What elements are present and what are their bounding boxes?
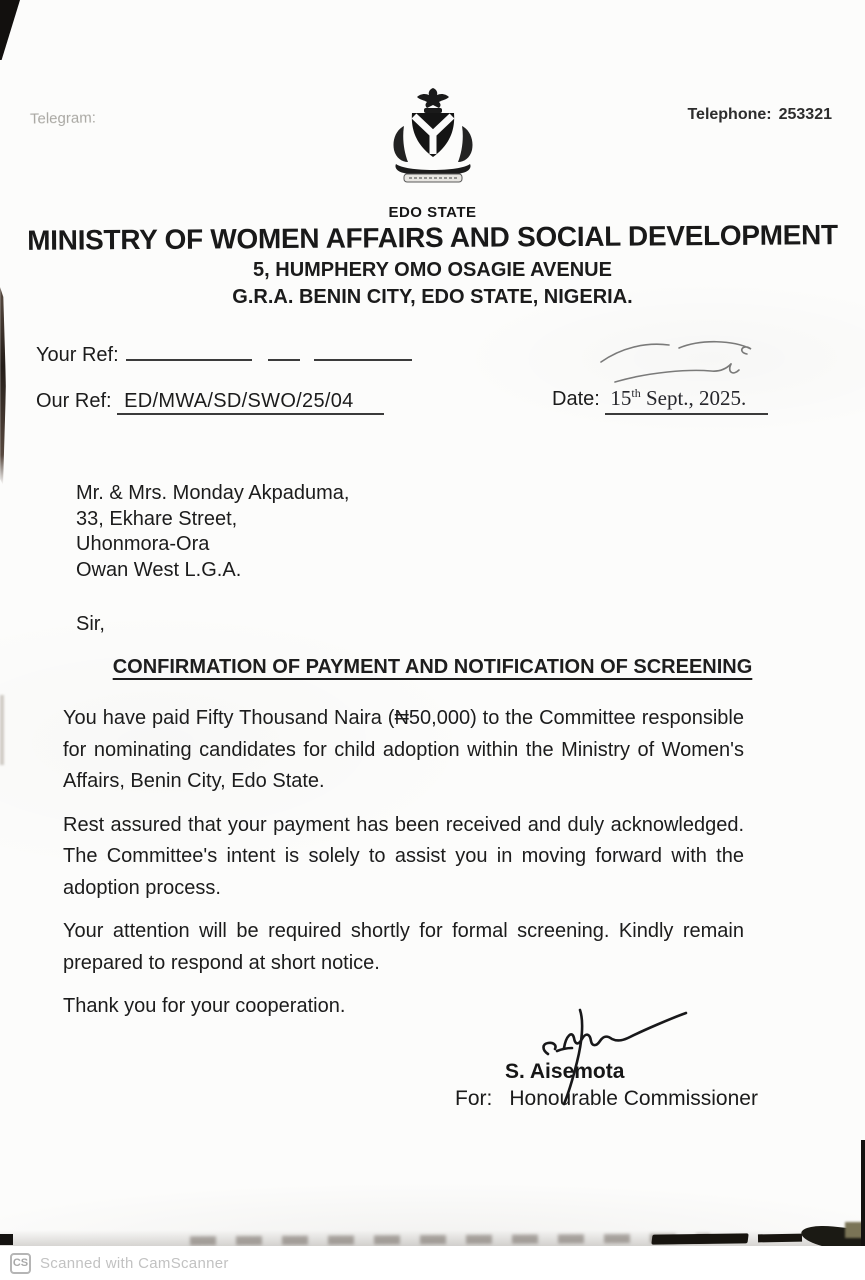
scan-artifact-bottom-black (651, 1233, 748, 1244)
for-label: For: (455, 1087, 493, 1110)
ministry-address-line2: G.R.A. BENIN CITY, EDO STATE, NIGERIA. (232, 286, 633, 308)
blank-line-segment (314, 344, 412, 361)
paragraph: Your attention will be required shortly for formal screening. Kindly remain prepared to respond at short notice. (63, 920, 744, 974)
edo-state-coat-of-arms-icon (374, 86, 492, 198)
emblem-caption: EDO STATE (388, 204, 477, 221)
telephone-line (687, 106, 832, 124)
scan-artifact-top-left-corner (0, 0, 20, 60)
camscanner-badge-icon: CS (10, 1253, 31, 1274)
date-rest: Sept., 2025. (640, 386, 747, 410)
scan-artifact-bottom-black (758, 1234, 802, 1243)
our-ref-label: Our Ref: (36, 390, 112, 412)
recipient-line: Owan West L.G.A. (76, 558, 242, 581)
salutation: Sir, (76, 613, 105, 635)
signatory-title: Honourable Commissioner (509, 1087, 758, 1110)
recipient-line: Uhonmora-Ora (76, 533, 210, 555)
scan-artifact-left-smudge (0, 695, 4, 765)
subject-line: CONFIRMATION OF PAYMENT AND NOTIFICATION OF SCREENING (112, 656, 753, 678)
camscanner-credit: Scanned with CamScanner (40, 1254, 229, 1272)
scan-artifact-bottom-left-corner (0, 1234, 13, 1245)
blank-line-segment (268, 344, 300, 361)
recipient-line: 33, Ekhare Street, (76, 507, 238, 530)
telephone-value: 253321 (778, 106, 832, 123)
our-ref-row (36, 390, 384, 413)
letter-body (63, 703, 744, 1035)
date-label: Date: (552, 388, 600, 410)
blank-line-segment (126, 344, 252, 361)
coat-of-arms (363, 86, 503, 221)
ministry-address-line1: 5, HUMPHERY OMO OSAGIE AVENUE (253, 259, 612, 281)
recipient-line: Mr. & Mrs. Monday Akpaduma, (76, 482, 350, 504)
paragraph: You have paid Fifty Thousand Naira (₦50,000) to the Committee responsible for nominating candidates for child adoption within the Ministry of Women's Affairs, Benin City, Edo State. (63, 707, 744, 792)
signatory-name: S. Aisemota (505, 1060, 625, 1083)
recipient-address-block (76, 481, 349, 583)
date-value (605, 386, 768, 415)
your-ref-row (36, 344, 412, 367)
date-ordinal: th (631, 386, 641, 400)
date-day: 15 (610, 386, 632, 410)
telephone-label: Telephone: (687, 106, 772, 123)
camscanner-footer (0, 1246, 865, 1280)
date-row (552, 386, 768, 415)
scan-artifact-left-edge (0, 287, 6, 485)
our-ref-value: ED/MWA/SD/SWO/25/04 (117, 390, 383, 415)
ministry-title: MINISTRY OF WOMEN AFFAIRS AND SOCIAL DEVELOPMENT (27, 219, 838, 256)
paragraph: Rest assured that your payment has been received and duly acknowledged. The Committee's intent is solely to assist you in moving forward with the adoption process. (63, 813, 744, 899)
scan-artifact-right-edge (861, 1140, 865, 1252)
paragraph: Thank you for your cooperation. (63, 995, 346, 1017)
your-ref-label: Your Ref: (36, 344, 119, 366)
telegram-label: Telegram: (29, 109, 97, 128)
handwritten-signature (520, 1002, 705, 1110)
